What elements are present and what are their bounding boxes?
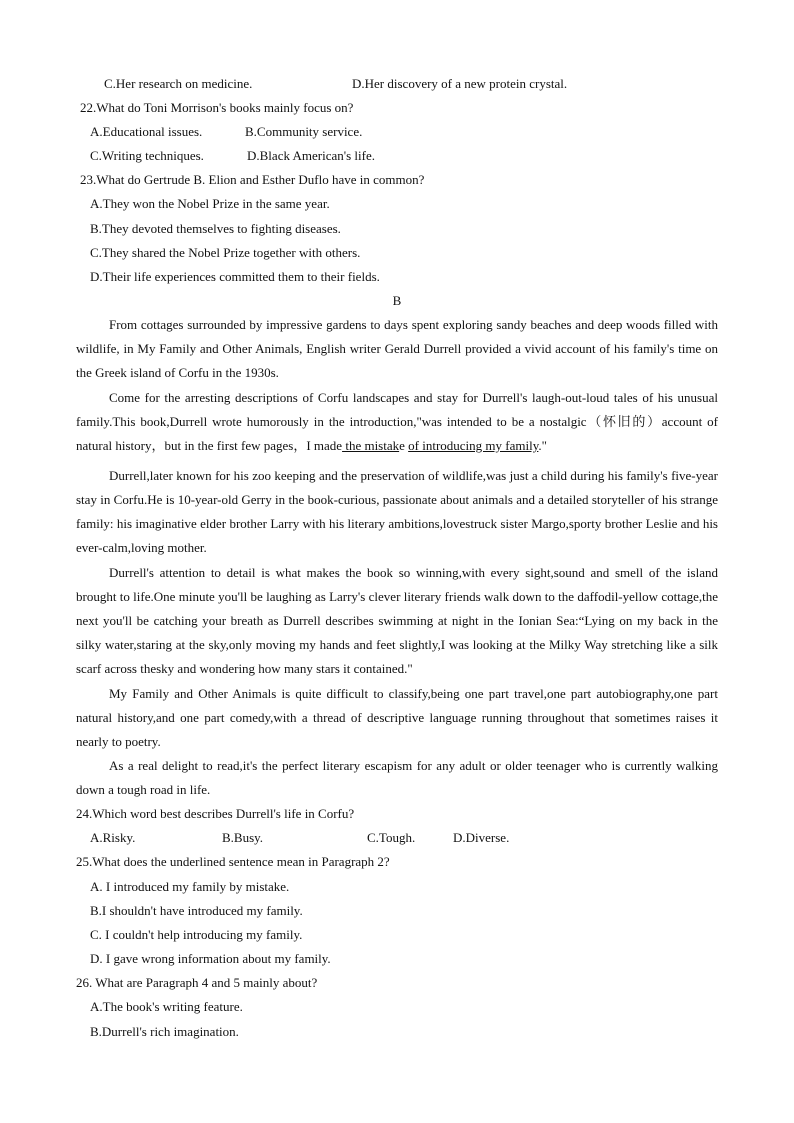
paragraph-2-text: Come for the arresting descriptions of Corfu landscapes and stay for Durrell's laugh-out-loud tales of his unusual family.This book,Durrell wrote humorously in the introduction,"was intended to be a nostalgic（怀旧的）account of natural history，but in the first few pages，I made [76, 390, 718, 453]
q25-option-c: C. I couldn't help introducing my family. [90, 927, 303, 942]
q25-option-a: A. I introduced my family by mistake. [90, 879, 290, 894]
q22-question: 22.What do Toni Morrison's books mainly focus on? [80, 100, 354, 115]
q23-question: 23.What do Gertrude B. Elion and Esther Duflo have in common? [80, 172, 425, 187]
q21-option-d: D.Her discovery of a new protein crystal. [352, 76, 568, 91]
q24-option-b: B.Busy. [222, 830, 264, 845]
q26-question: 26. What are Paragraph 4 and 5 mainly about? [76, 975, 318, 990]
paragraph-2-end: ." [538, 438, 547, 453]
q23-option-b: B.They devoted themselves to fighting diseases. [90, 221, 341, 236]
q25-question: 25.What does the underlined sentence mean in Paragraph 2? [76, 854, 390, 869]
q26-option-b: B.Durrell's rich imagination. [90, 1024, 239, 1039]
q24-option-a: A.Risky. [90, 830, 136, 845]
q23-option-d: D.Their life experiences committed them to their fields. [90, 269, 380, 284]
q23-option-c: C.They shared the Nobel Prize together with others. [90, 245, 361, 260]
section-title: B [392, 293, 402, 308]
passage-paragraph-6: As a real delight to read,it's the perfect literary escapism for any adult or older teenager who is currently walking down a tough road in life. [76, 758, 718, 797]
q21-option-c: C.Her research on medicine. [104, 76, 253, 91]
underlined-sentence-part-1: the mistak [342, 438, 400, 453]
passage-paragraph-5: My Family and Other Animals is quite difficult to classify,being one part travel,one part autobiography,one part natural history,and one part comedy,with a thread of descriptive language running throughout that sometimes raises it nearly to poetry. [76, 686, 718, 749]
q22-option-b: B.Community service. [245, 124, 363, 139]
paragraph-2-mid: e [399, 438, 409, 453]
q22-option-c: C.Writing techniques. [90, 148, 204, 163]
passage-paragraph-1: From cottages surrounded by impressive gardens to days spent exploring sandy beaches and deep woods filled with wildlife, in My Family and Other Animals, English writer Gerald Durrell provided a vivid account of his family's time on the Greek island of Corfu in the 1930s. [76, 317, 718, 380]
q22-option-a: A.Educational issues. [90, 124, 203, 139]
q24-option-d: D.Diverse. [453, 830, 510, 845]
passage-paragraph-2 [76, 386, 718, 458]
passage-paragraph-3: Durrell,later known for his zoo keeping and the preservation of wildlife,was just a child during his family's five-year stay in Corfu.He is 10-year-old Gerry in the book-curious, passionate about animals and a detailed storyteller of his strange family: his imaginative elder brother Larry with his literary ambitions,lovestruck sister Margo,sporty brother Leslie and his ever-calm,loving mother. [76, 468, 718, 555]
underlined-sentence-part-2: of introducing my family [408, 438, 539, 453]
q25-option-b: B.I shouldn't have introduced my family. [90, 903, 303, 918]
q25-option-d: D. I gave wrong information about my family. [90, 951, 331, 966]
q23-option-a: A.They won the Nobel Prize in the same year. [90, 196, 330, 211]
q24-option-c: C.Tough. [367, 830, 416, 845]
passage-paragraph-4: Durrell's attention to detail is what makes the book so winning,with every sight,sound and smell of the island brought to life.One minute you'll be laughing as Larry's clever literary friends walk down to the daffodil-yellow cottage,the next you'll be catching your breath as Durrell describes swimming at night in the Ionian Sea:“Lying on my back in the silky water,staring at the sky,only moving my hands and feet slightly,I was looking at the Milky Way stretching like a silk scarf across thesky and wondering how many stars it contained." [76, 565, 718, 676]
q22-option-d: D.Black American's life. [247, 148, 375, 163]
q24-question: 24.Which word best describes Durrell's life in Corfu? [76, 806, 355, 821]
q26-option-a: A.The book's writing feature. [90, 999, 243, 1014]
